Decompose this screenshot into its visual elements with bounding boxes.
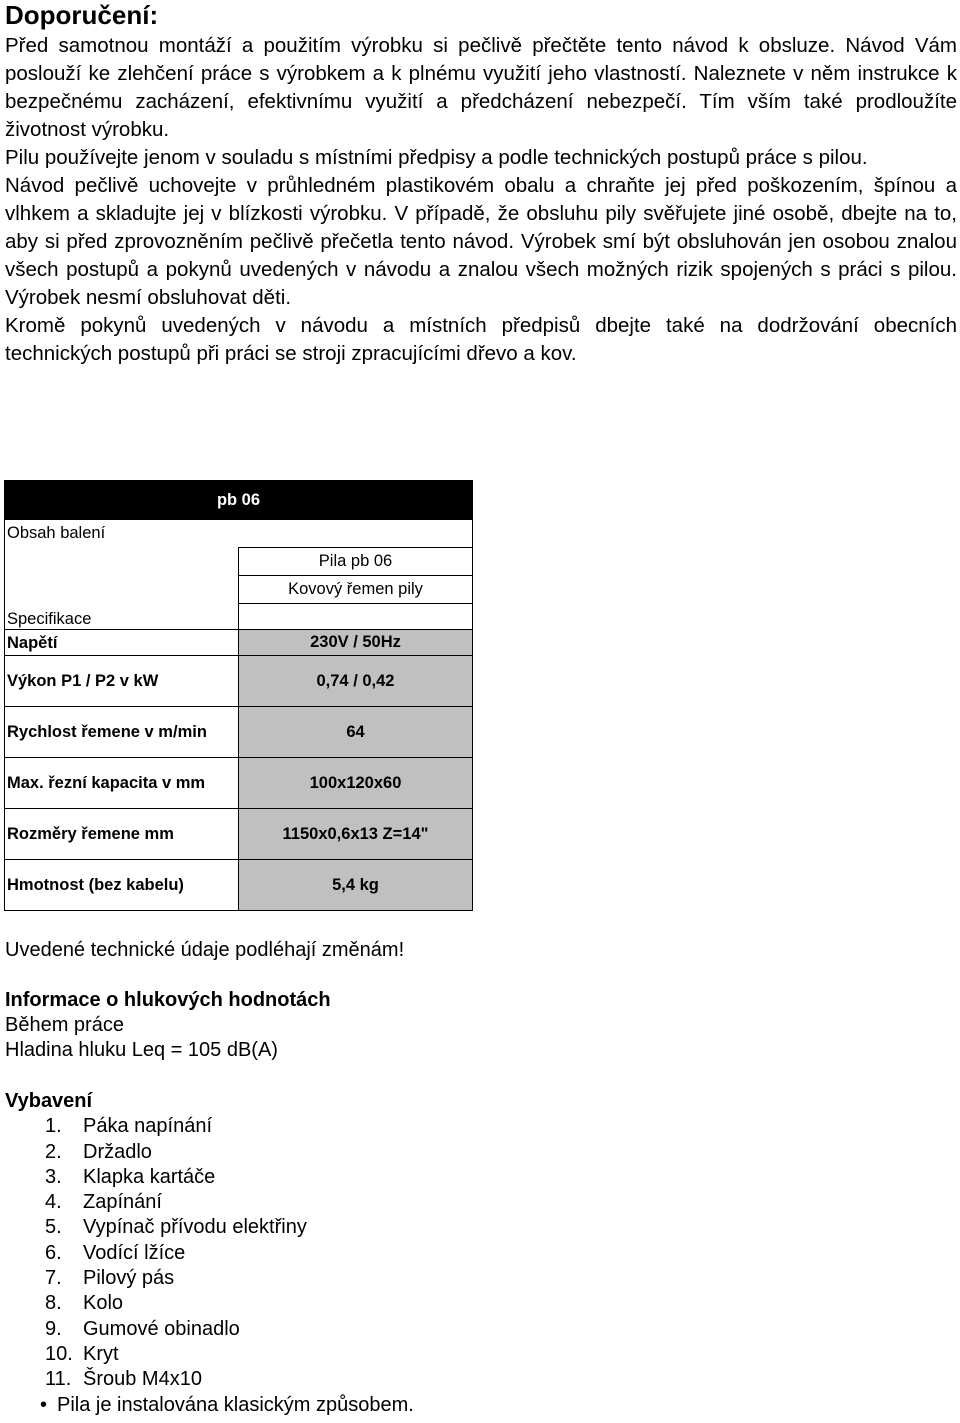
spec-row xyxy=(5,630,473,656)
package-item: Pila pb 06 xyxy=(239,548,473,576)
list-item: 6. Vodící lžíce xyxy=(45,1241,186,1264)
intro-paragraph-2: Pilu používejte jenom v souladu s místními předpisy a podle technických postupů práce s pilou. xyxy=(5,146,868,169)
spec-row-label: Rychlost řemene v m/min xyxy=(5,707,239,758)
spec-row-value: 64 xyxy=(239,707,473,758)
spec-label-row xyxy=(5,604,473,630)
list-item: 7. Pilový pás xyxy=(45,1267,175,1290)
equipment-list xyxy=(5,1114,414,1392)
list-item: 11. Šroub M4x10 xyxy=(45,1368,202,1391)
noise-heading: Informace o hlukových hodnotách xyxy=(5,989,331,1011)
spec-table xyxy=(4,480,473,911)
package-label-row xyxy=(5,520,473,548)
package-item-row xyxy=(5,576,473,604)
package-item: Kovový řemen pily xyxy=(239,576,473,604)
list-item: 8. Kolo xyxy=(45,1292,124,1315)
spec-row xyxy=(5,707,473,758)
spec-row-label: Napětí xyxy=(5,630,239,656)
noise-info xyxy=(5,988,331,1063)
spec-row-label: Výkon P1 / P2 v kW xyxy=(5,656,239,707)
spec-row xyxy=(5,758,473,809)
spec-row-value: 230V / 50Hz xyxy=(239,630,473,656)
page-title: Doporučení: xyxy=(5,0,159,30)
spec-row xyxy=(5,656,473,707)
intro-paragraph-3: Návod pečlivě uchovejte v průhledném plastikovém obalu a chraňte jej před poškozením, špínou a vlhkem a skladujte jej v blízkosti výrobku. V případě, že obsluhu pily svěřujete jiné osobě, dbejte na to, aby si před zprovozněním pečlivě přečetla tento návod. Výrobek smí být obsluhován jen osobou znalou všech postupů a pokynů uvedených v návodu a znalou všech možných rizik spojených s práci s pilou. Výrobek nesmí obsluhovat děti. xyxy=(5,174,957,309)
list-item: 10. Kryt xyxy=(45,1342,119,1365)
list-item: 4. Zapínání xyxy=(45,1191,162,1214)
equipment-section xyxy=(5,1089,414,1418)
spec-row xyxy=(5,809,473,860)
spec-label: Specifikace xyxy=(5,604,239,630)
noise-line: Během práce xyxy=(5,1014,124,1036)
spec-row-label: Rozměry řemene mm xyxy=(5,809,239,860)
spec-row-value: 0,74 / 0,42 xyxy=(239,656,473,707)
model-name: pb 06 xyxy=(5,481,473,520)
list-item: 9. Gumové obinadlo xyxy=(45,1317,240,1340)
spec-row-value: 100x120x60 xyxy=(239,758,473,809)
intro-text xyxy=(5,32,957,368)
package-item-row xyxy=(5,548,473,576)
intro-paragraph-4: Kromě pokynů uvedených v návodu a místních předpisů dbejte také na dodržování obecních technických postupů při práci se stroji zpracujícími dřevo a kov. xyxy=(5,314,957,365)
spec-row xyxy=(5,860,473,911)
bullet-text: Pila je instalována klasickým způsobem. xyxy=(57,1393,414,1416)
package-label: Obsah balení xyxy=(5,520,473,548)
equipment-heading: Vybavení xyxy=(5,1090,93,1112)
list-item: 1. Páka napínání xyxy=(45,1115,212,1138)
spec-table-header xyxy=(5,481,473,520)
spec-row-value: 1150x0,6x13 Z=14" xyxy=(239,809,473,860)
list-item: 3. Klapka kartáče xyxy=(45,1165,216,1188)
intro-paragraph-1: Před samotnou montáží a použitím výrobku si pečlivě přečtěte tento návod k obsluze. Návod Vám poslouží ke zlehčení práce s výrobkem a k plnému využití jeho vlastností. Naleznete v něm instrukce k bezpečnému zacházení, efektivnímu využití a předcházení nebezpečí. Tím vším také prodloužíte životnost výrobku. xyxy=(5,34,957,141)
noise-line: Hladina hluku Leq = 105 dB(A) xyxy=(5,1039,278,1061)
spec-row-value: 5,4 kg xyxy=(239,860,473,911)
spec-row-label: Hmotnost (bez kabelu) xyxy=(5,860,239,911)
list-item: 5. Vypínač přívodu elektřiny xyxy=(45,1216,307,1239)
list-item: 2. Držadlo xyxy=(45,1140,152,1163)
spec-change-note: Uvedené technické údaje podléhají změnám! xyxy=(5,939,405,961)
spec-row-label: Max. řezní kapacita v mm xyxy=(5,758,239,809)
bullet-icon: • xyxy=(39,1393,47,1416)
bullet-note xyxy=(5,1393,414,1418)
